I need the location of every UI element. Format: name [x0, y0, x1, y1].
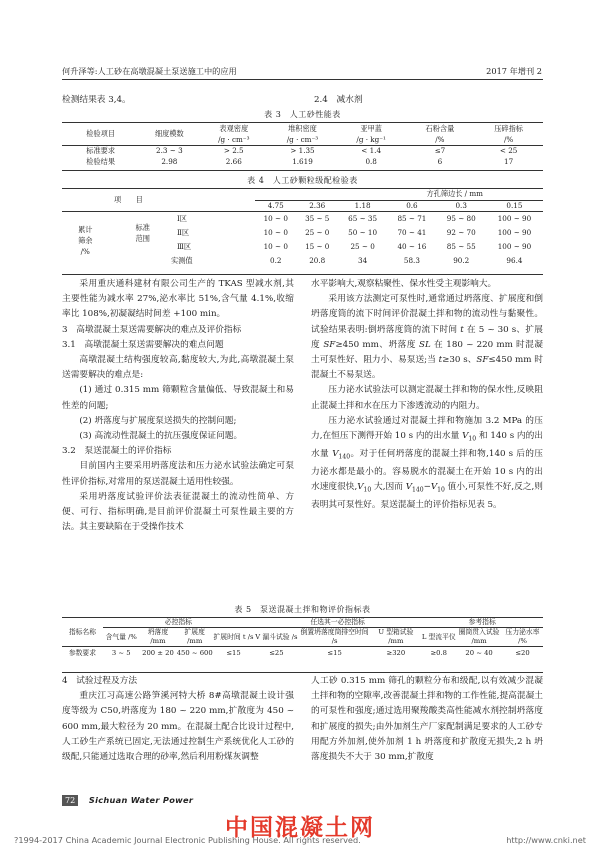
- math-var: V: [462, 431, 469, 442]
- header-rule: [62, 79, 543, 80]
- header-issue: 2017 年增刊 2: [486, 66, 542, 76]
- source-url[interactable]: http://www.cnki.net: [506, 835, 586, 845]
- copyright-notice: ?1994-2017 China Academic Journal Electronic Publishing House. All rights reserved.: [14, 835, 361, 845]
- table4-caption: 表 4 人工砂颗粒级配检验表: [247, 176, 358, 185]
- math-var: SF: [323, 339, 336, 350]
- t4-zone: Ⅱ区: [176, 227, 190, 237]
- math-sub: 10: [468, 435, 477, 443]
- section-3-2-heading: 3.2 泵送混凝土的评价指标: [62, 446, 172, 457]
- table-cell: 85 ~ 71: [397, 213, 427, 223]
- table-cell: 1.619: [292, 156, 313, 166]
- table-cell: 10 ~ 0: [263, 214, 288, 223]
- t5-col: U 型箱试验 /mm: [378, 628, 414, 645]
- section-3-1-heading: 3.1 高墩混凝土泵送需要解决的难点问题: [62, 339, 224, 350]
- table-cell: 2.98: [161, 156, 178, 166]
- math-var: t: [460, 324, 464, 335]
- paragraph: 重庆江习高速公路笋溪河特大桥 8#高墩混凝土设计强度等级为 C50,坍落度为 180 ~ 220 mm,扩散度为 450 ~ 600 mm,最大粒径为 20 mm。在混凝土配合比设计过程中,人工砂生产系统已固定,无法通过控制生产系统优化人工砂的级配,只能通过选取合理的砂率,然后利用粉煤灰调整: [62, 691, 294, 763]
- t4-sieve: 0.15: [506, 200, 523, 210]
- math-var: SF: [476, 355, 489, 366]
- t4-rh1: 累计: [78, 224, 93, 234]
- math-sub: 140: [338, 453, 351, 461]
- t4-sieve: 1.18: [354, 200, 371, 210]
- t4-measured-label: 实测值: [170, 256, 193, 265]
- table-cell: 65 ~ 35: [348, 213, 378, 223]
- table-cell: 90.2: [453, 255, 470, 265]
- table-row: [62, 146, 543, 157]
- table-cell: > 2.5: [223, 146, 244, 155]
- t5-col: V 漏斗试验 /s: [255, 632, 298, 641]
- intro-line: 检测结果表 3,4。: [62, 95, 131, 105]
- list-item: (1) 通过 0.315 mm 筛颗粒含量偏低、导致混凝土和易性差的问题;: [62, 385, 294, 411]
- table-cell: 标准要求: [86, 146, 116, 155]
- table-cell: < 25: [499, 146, 518, 155]
- t4-sieve-title: 方孔筛边长 / mm: [255, 189, 543, 200]
- t3-h4: 亚甲蓝: [360, 124, 382, 133]
- t5-col: 坍落度 /mm: [147, 628, 169, 645]
- table-cell: 20.8: [309, 255, 326, 265]
- t5-col: 扩展时间 t /s: [213, 632, 254, 641]
- table-cell: ≥0.8: [430, 649, 447, 658]
- paragraph: 目前国内主要采用坍落度法和压力泌水试验法确定可泵性评价指标,对常用的泵送混凝土适用性较强。: [62, 461, 294, 487]
- text-run: ≥450 mm、坍落度: [335, 339, 420, 350]
- t3-h5: 石粉含量: [425, 124, 455, 133]
- journal-name: Sichuan Water Power: [88, 795, 194, 805]
- table-cell: ≤20: [515, 649, 530, 658]
- table-cell: 25 ~ 0: [305, 227, 330, 237]
- table-cell: 10 ~ 0: [263, 228, 288, 237]
- table-cell: 100 ~ 90: [497, 213, 532, 223]
- t5-col: 扩展度 /mm: [184, 628, 205, 645]
- table-cell: 0.2: [270, 255, 282, 265]
- table-cell: ≤7: [434, 146, 446, 155]
- table-cell: 17: [504, 156, 514, 166]
- t5-col: L 型流平仪: [421, 632, 456, 641]
- table-cell: 20 ~ 40: [465, 649, 493, 658]
- table-cell: > 1.35: [290, 146, 315, 155]
- table5-caption: 表 5 泵送混凝土拌和物评价指标表: [234, 605, 371, 614]
- math-var: t: [438, 355, 443, 366]
- text-run: 。对于任何坍落度的混凝土拌和物,140 s 后的压力泌水都是最小的。容易脱水的混凝土在开始 10 s 内的出水速度很快,: [311, 448, 543, 493]
- t3-h1: 细度模数: [154, 129, 184, 139]
- section-4-heading: 4 试验过程及方法: [62, 676, 138, 686]
- t5-name-header: 指标名称: [68, 627, 97, 636]
- t5-col: 压力泌水率 /%: [505, 628, 540, 645]
- footer: [62, 795, 193, 806]
- table3: [62, 124, 543, 167]
- watermark-site-name: 中国混凝土网: [225, 815, 375, 841]
- table4: [62, 189, 543, 268]
- paragraph: [311, 292, 543, 383]
- table-cell: 100 ~ 90: [497, 227, 532, 237]
- text-run: 采用该方法测定可泵性时,通常通过坍落度、扩展度和倒坍落度筒的流下时间评价混凝土拌和物的流动性与黏聚性。试验结果表明:倒坍落度筒的流下时间: [311, 294, 543, 335]
- table-cell: 70 ~ 41: [397, 227, 427, 237]
- math-var: V: [357, 482, 364, 493]
- table-cell: 0.8: [365, 156, 377, 166]
- table-row: [62, 212, 543, 227]
- running-header: [62, 66, 542, 77]
- table-cell: < 1.4: [361, 146, 382, 155]
- t4-zone: Ⅲ区: [176, 241, 192, 251]
- table-cell: ≤25: [269, 649, 284, 658]
- t4-rh3: /%: [80, 246, 90, 256]
- t4-row-head: [62, 212, 109, 269]
- table-cell: 450 ~ 600: [176, 649, 213, 658]
- paragraph: 采用重庆通科建材有限公司生产的 TKAS 型减水剂,其主要性能为减水率 27%,泌水率比 51%,含气量 4.1%,收缩率比 108%,初凝凝结时间差 +100 min。: [62, 279, 294, 320]
- t3-h4u: /g · kg⁻¹: [356, 134, 386, 144]
- table-cell: 6: [437, 156, 443, 166]
- text-run: 在 5 ~ 30 s、扩展度: [311, 324, 543, 350]
- t5-row-label: 参数要求: [68, 649, 97, 657]
- table3-header-row: [62, 124, 543, 146]
- paragraph: 人工砂 0.315 mm 筛孔的颗粒分布和级配,以有效减少混凝土拌和物的空隙率,改善混凝土拌和物的工作性能,提高混凝土的可泵性和强度;通过选用聚羧酸类高性能减水剂控制坍落度和扩展度的损失;由外加剂生产厂家配制满足要求的人工砂专用配方外加剂,使外加剂 1 h 坍落度和扩散度无损失,2 h 坍落度损失不大于 30 mm,扩散度: [311, 676, 543, 763]
- table-cell: ≤15: [327, 649, 342, 658]
- paragraph: 采用坍落度试验评价法表征混凝土的流动性简单、方便、可行、指标明确,是目前评价混凝土可泵性最主要的方法。其主要缺陷在于受操作技术: [62, 491, 294, 533]
- t4-sieve: 4.75: [267, 200, 284, 210]
- paragraph: 压力泌水试验通过对混凝土拌和物施加 3.2 MPa 的压力,在恒压下测得开始 10 s 内的出水量 $V_{10}$ 和 140 s 内的出水量 $V_{140}$。对于任何坍落度的混凝土拌和物,140 s 后的压力泌水都是最小的。容易脱水的混凝土在开始 10 s 内的出水速度很快$,V_{10}$ 大,因而 $V_{140}-V_{10}$ 值小,可泵性不好,反之,则表明其可泵性好。泵送混凝土的评价指标见表 5。: [311, 415, 543, 511]
- table-cell: 2.3 ~ 3: [156, 146, 183, 155]
- table-cell: 检验结果: [86, 156, 116, 166]
- section4-left: [62, 674, 294, 765]
- table-cell: 15 ~ 0: [305, 241, 330, 251]
- t5-group-reference: 参考指标: [421, 618, 543, 628]
- table-cell: 100 ~ 90: [497, 241, 532, 251]
- math-var: SL: [419, 339, 431, 350]
- header-authors-title: 何升泽等:人工砂在高墩混凝土泵送施工中的应用: [62, 66, 237, 76]
- text-run: 值小,可泵性不好,反之,则表明其可泵性好。泵送混凝土的评价指标见表 5。: [311, 482, 543, 511]
- table-row: [62, 157, 543, 168]
- math-sub: 10: [363, 486, 372, 494]
- table5: [62, 618, 543, 660]
- text-run: 大,因而: [371, 482, 406, 493]
- table-row: [62, 647, 543, 661]
- left-column: [62, 277, 294, 535]
- t4-sl2: 范围: [135, 234, 150, 243]
- table-cell: ≤15: [226, 649, 241, 658]
- table-cell: 200 ± 20: [142, 649, 174, 658]
- t3-h0: 检验项目: [86, 129, 116, 139]
- text-run: 在 180 ~ 220 mm 时混凝土可泵性好、阻力小、易泵送;当: [311, 339, 543, 366]
- t3-h2u: /g · cm⁻³: [218, 134, 250, 144]
- t4-sl1: 标准: [135, 223, 150, 232]
- page-number: 72: [62, 795, 78, 806]
- section-3-heading: 3 高墩混凝土泵送需要解决的难点及评价指标: [62, 324, 242, 335]
- math-var: V: [405, 482, 412, 493]
- table-cell: 35 ~ 5: [305, 213, 330, 223]
- table-cell: ≥320: [386, 649, 406, 658]
- math-sub: 140: [412, 486, 424, 494]
- paragraph: 水平影响大,观察粘聚性、保水性受主观影响大。: [311, 279, 497, 289]
- t5-col: 圈筒贯入试验 /mm: [458, 628, 500, 645]
- table-cell: 85 ~ 55: [446, 241, 476, 251]
- t3-h5u: /%: [435, 134, 445, 144]
- table-cell: 58.3: [403, 255, 420, 265]
- math-sub: 10: [437, 486, 445, 494]
- text-run: 压力泌水试验通过对混凝土拌和物施加 3.2 MPa 的压力,在恒压下测得开始 10 s 内的出水量: [311, 415, 543, 442]
- paragraph: 压力泌水试验法可以测定混凝土拌和物的保水性,反映阻止混凝土拌和水在压力下渗透流动的内阻力。: [311, 385, 543, 411]
- paragraph: 高墩混凝土结构强度较高,黏度较大,为此,高墩混凝土泵送需要解决的难点是:: [62, 355, 294, 381]
- t5-col: 含气量 /%: [105, 632, 137, 641]
- t4-zone: Ⅰ区: [176, 213, 187, 223]
- t4-item-header: 项 目: [114, 194, 143, 204]
- section4-right: [311, 674, 543, 765]
- section-2-4-heading: 2.4 减水剂: [314, 95, 363, 105]
- table-cell: 34: [358, 255, 368, 265]
- t5-group-required: 必控指标: [103, 618, 254, 628]
- list-item: (2) 坍落度与扩展度泵送损失的控制问题;: [79, 415, 237, 426]
- text-run: ≤450 mm 时混凝土不易泵送。: [311, 355, 543, 381]
- table-cell: 95 ~ 80: [446, 213, 476, 223]
- math-var: V: [332, 448, 339, 459]
- text-run: 和 140 s 内的出水量: [311, 431, 543, 459]
- table-cell: 92 ~ 70: [446, 227, 476, 237]
- table-cell: 50 ~ 10: [348, 227, 378, 237]
- right-column: [311, 277, 543, 513]
- t3-h2: 表观密度: [219, 124, 249, 133]
- table-cell: 25 ~ 0: [350, 241, 375, 251]
- t4-sieve: 2.36: [309, 200, 326, 210]
- table-cell: 96.4: [506, 255, 523, 265]
- math-var: V: [430, 482, 438, 493]
- t3-h6u: /%: [503, 134, 514, 144]
- t3-h3u: /g · cm⁻³: [286, 134, 319, 144]
- table-cell: 2.66: [225, 156, 242, 166]
- table-cell: 40 ~ 16: [397, 241, 427, 251]
- t4-std-label: [109, 212, 177, 255]
- t4-sieve: 0.6: [406, 200, 418, 210]
- t3-h6: 压碎指标: [494, 124, 523, 133]
- table-cell: 10 ~ 0: [263, 242, 288, 251]
- table-row: [62, 254, 543, 268]
- t5-group-optional: 任选其一必控指标: [254, 618, 421, 628]
- t4-rh2: 筛余: [78, 235, 93, 245]
- list-item: (3) 高流动性混凝土的抗压强度保证问题。: [79, 431, 243, 442]
- t3-h3: 堆积密度: [288, 124, 317, 133]
- text-run: ≥30 s、: [442, 355, 477, 366]
- table3-caption: 表 3 人工砂性能表: [264, 110, 341, 119]
- t5-col: 倒置坍落度筒排空时间 /s: [300, 628, 369, 645]
- table-cell: 3 ~ 5: [111, 649, 131, 658]
- t4-sieve: 0.3: [455, 200, 467, 210]
